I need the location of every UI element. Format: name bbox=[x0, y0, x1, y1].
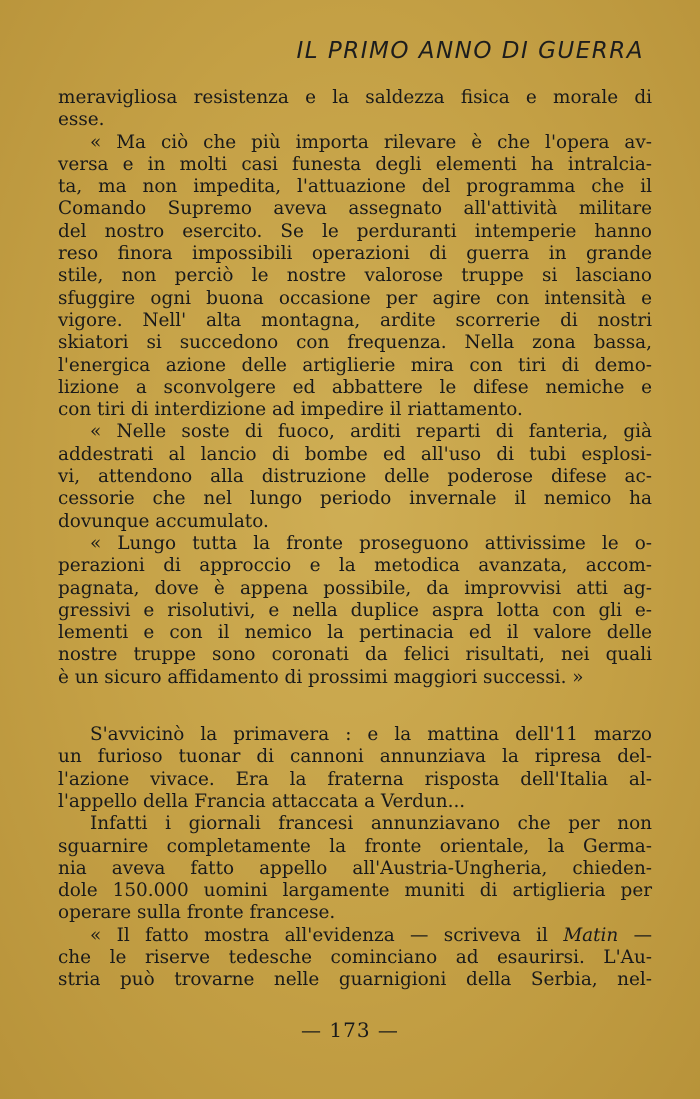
text-line: versa e in molti casi funesta degli elementi ha intralcia- bbox=[58, 153, 652, 175]
text-line: l'azione vivace. Era la fraterna risposta dell'Italia al- bbox=[58, 768, 652, 790]
text-line: cessorie che nel lungo periodo invernale il nemico ha bbox=[58, 488, 652, 510]
text-line: perazioni di approccio e la metodica avanzata, accom- bbox=[58, 555, 652, 577]
text-line: skiatori si succedono con frequenza. Nella zona bassa, bbox=[58, 332, 652, 354]
text-line: lementi e con il nemico la pertinacia ed il valore delle bbox=[58, 622, 652, 644]
text-line: stria può trovarne nelle guarnigioni della Serbia, nel- bbox=[58, 969, 652, 991]
text-line: un furioso tuonar di cannoni annunziava la ripresa del- bbox=[58, 746, 652, 768]
paragraph bbox=[58, 132, 652, 422]
text-line: « Lungo tutta la fronte proseguono attivissime le o- bbox=[90, 532, 652, 554]
text-line: Comando Supremo aveva assegnato all'attività militare bbox=[58, 198, 652, 220]
text-line: « Il fatto mostra all'evidenza — scriveva il Matin — bbox=[90, 924, 652, 946]
text-line: « Nelle soste di fuoco, arditi reparti di fanteria, già bbox=[90, 421, 652, 443]
text-line: reso finora impossibili operazioni di guerra in grande bbox=[58, 243, 652, 265]
text-line: addestrati al lancio di bombe ed all'uso di tubi esplosi- bbox=[58, 443, 652, 465]
text-line: nostre truppe sono coronati da felici risultati, nei quali bbox=[58, 644, 652, 666]
text-line: lizione a sconvolgere ed abbattere le difese nemiche e bbox=[58, 376, 652, 398]
body-text bbox=[58, 87, 652, 992]
text-line: Infatti i giornali francesi annunziavano che per non bbox=[90, 813, 652, 835]
text-line: S'avvicinò la primavera : e la mattina dell'11 marzo bbox=[90, 724, 652, 746]
text-line: dole 150.000 uomini largamente muniti di artiglieria per bbox=[58, 880, 652, 902]
paragraph-gap bbox=[58, 689, 652, 724]
text-line: sfuggire ogni buona occasione per agire con intensità e bbox=[58, 287, 652, 309]
text-line: l'energica azione delle artiglierie mira con tiri di demo- bbox=[58, 354, 652, 376]
text-line: vigore. Nell' alta montagna, ardite scorrerie di nostri bbox=[58, 309, 652, 331]
text-line: vi, attendono alla distruzione delle poderose difese ac- bbox=[58, 466, 652, 488]
text-line: ta, ma non impedita, l'attuazione del programma che il bbox=[58, 176, 652, 198]
text-line: esse. bbox=[58, 109, 105, 131]
text-line: sguarnire completamente la fronte orientale, la Germa- bbox=[58, 835, 652, 857]
text-line: operare sulla fronte francese. bbox=[58, 902, 336, 924]
text-line: l'appello della Francia attaccata a Verdun... bbox=[58, 790, 466, 812]
text-line: gressivi e risolutivi, e nella duplice aspra lotta con gli e- bbox=[58, 599, 652, 621]
paragraph bbox=[58, 421, 652, 532]
text-line: che le riserve tedesche cominciano ad esaurirsi. L'Au- bbox=[58, 946, 652, 968]
running-header: IL PRIMO ANNO DI GUERRA bbox=[296, 38, 644, 64]
paragraph bbox=[58, 533, 652, 689]
text-line: pagnata, dove è appena possibile, da improvvisi atti ag- bbox=[58, 577, 652, 599]
text-line: con tiri di interdizione ad impedire il riattamento. bbox=[58, 399, 523, 421]
paragraph bbox=[58, 925, 652, 992]
text-line: è un sicuro affidamento di prossimi maggiori successi. » bbox=[58, 666, 584, 688]
paragraph bbox=[58, 87, 652, 132]
text-line: « Ma ciò che più importa rilevare è che l'opera av- bbox=[90, 131, 652, 153]
text-line: meravigliosa resistenza e la saldezza fisica e morale di bbox=[58, 87, 652, 108]
page-number: — 173 — bbox=[301, 1018, 399, 1042]
text-line: nia aveva fatto appello all'Austria-Ungheria, chieden- bbox=[58, 857, 652, 879]
text-line: del nostro esercito. Se le perduranti intemperie hanno bbox=[58, 220, 652, 242]
paragraph bbox=[58, 724, 652, 813]
paragraph bbox=[58, 813, 652, 924]
text-line: dovunque accumulato. bbox=[58, 510, 269, 532]
text-line: stile, non perciò le nostre valorose truppe si lasciano bbox=[58, 265, 652, 287]
